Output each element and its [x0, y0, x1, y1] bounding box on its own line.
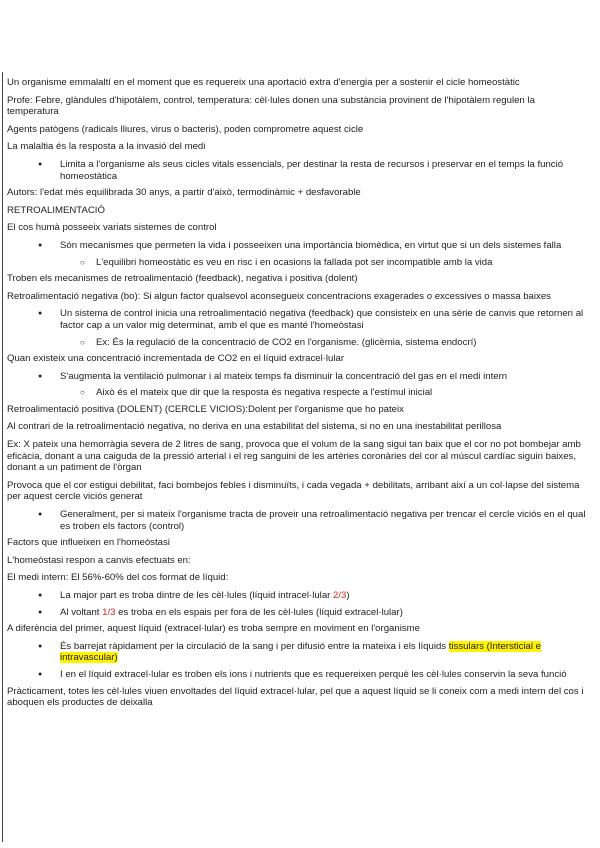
paragraph: Un organisme emmalaltí en el moment que es requereix una aportació extra d'energia per a sostenir el cicle homeostàtic [7, 77, 520, 88]
paragraph: La malaltia és la resposta a la invasió del medi [7, 141, 206, 153]
paragraph: Pràcticament, totes les cèl·lules viuen envoltades del líquid extracel·lular, pel que a aquest líquid se li coneix com a medi intern del cos i aboquen els productes de deixalla [7, 685, 584, 709]
sub-bullet-item: ○ L'equilibri homeostàtic es veu en risc i en ocasions la fallada pot ser incompatible amb la vida [96, 257, 589, 269]
paragraph: L'homeòstasi respon a canvis efectuats en: [7, 554, 191, 566]
paragraph: Retroalimentació positiva (DOLENT) (CERCLE VICIOS):Dolent per l'organisme que ho pateix [7, 403, 404, 415]
bullet-item [60, 641, 589, 664]
paragraph: Profe: Febre, glàndules d'hipotàlem, control, temperatura: cèl·lules donen una substància provinent de l'hipotàlem regulen la temperatura [7, 94, 535, 118]
bullet-item [60, 590, 589, 602]
text-run: ) [346, 590, 350, 601]
bullet-item: ● Són mecanismes que permeten la vida i posseeixen una importància biomèdica, en virtut que si un dels sistemes falla [60, 240, 589, 252]
paragraph: Al contrari de la retroalimentació negativa, no deriva en una estabilitat del sistema, si no en una inestabilitat perillosa [7, 421, 502, 433]
highlighted-text: tissulars (Intersticial e intravascular) [60, 640, 541, 664]
text-run: És barrejat ràpidament per la circulació de la sang i per difusió entre la mateixa i els líquids [60, 640, 449, 652]
bullet-item: ● Un sistema de control inicia una retroalimentació negativa (feedback) que consisteix en una sèrie de canvis que retornen al factor cap a un valor mig determinat, amb el que es manté l'homeòstasi [60, 308, 589, 331]
bullet-item: ● Limita a l'organisme als seus cicles vitals essencials, per destinar la resta de recursos i preservar en el temps la funció homeostàtica [60, 159, 589, 182]
bullet-item: ● I en el líquid extracel·lular es troben els ions i nutrients que es requereixen perquè les cèl·lules conservin la seva funció [60, 669, 589, 681]
bullet-item [60, 607, 589, 619]
paragraph: Autors: l'edat més equilibrada 30 anys, a partir d'això, termodinàmic + desfavorable [7, 187, 361, 199]
paragraph: Factors que influeixen en l'homeòstasi [7, 537, 170, 549]
text-run: es troba en els espais per fora de les cèl·lules (líquid extracel·lular) [115, 606, 403, 618]
text-run: La major part es troba dintre de les cèl·lules (líquid intracel·lular [60, 590, 334, 601]
margin-line [2, 72, 3, 842]
notes-body [7, 77, 589, 715]
paragraph: Quan existeix una concentració incrementada de CO2 en el líquid extracel·lular [7, 353, 345, 365]
text-run: Al voltant [60, 606, 103, 618]
section-heading: RETROALIMENTACIÓ [7, 204, 105, 216]
paragraph: Troben els mecanismes de retroalimentació (feedback), negativa i positiva (dolent) [7, 273, 358, 285]
paragraph: El medi intern: El 56%-60% del cos format de líquid: [7, 572, 229, 584]
red-fraction: 1/3 [102, 606, 116, 618]
paragraph: A diferència del primer, aquest líquid (extracel·lular) es troba sempre en moviment en l'organisme [7, 623, 420, 635]
bullet-item: ● S'augmenta la ventilació pulmonar i al mateix temps fa disminuir la concentració del gas en el medi intern [60, 371, 589, 383]
sub-bullet-item: ○ Ex: És la regulació de la concentració de CO2 en l'organisme. (glicèmia, sistema endocrí) [96, 337, 589, 349]
paragraph: Ex: X pateix una hemorràgia severa de 2 litres de sang, provoca que el volum de la sang sigui tan baix que el cor no pot bombejar amb eficàcia, donant a una caiguda de la pressió arterial i el reg sanguini de les artèries coronàries del cor al múscul cardíac siguin baixes, donant a un patiment de l'òrgan [7, 439, 581, 474]
bullet-item: ● Generalment, per si mateix l'organisme tracta de proveir una retroalimentació negativa per trencar el cercle viciós en el qual es troben els factors (control) [60, 509, 589, 532]
paragraph: Provoca que el cor estigui debilitat, faci bombejos febles i disminuïts, i cada vegada + debilitats, arribant així a un col·lapse del sistema per aquest cercle viciós generat [7, 479, 580, 503]
red-fraction: 2/3 [333, 590, 347, 601]
sub-bullet-item: ○ Això és el mateix que dir que la resposta és negativa respecte a l'estímul inicial [96, 387, 589, 399]
paragraph: Agents patògens (radicals lliures, virus o bacteris), poden comprometre aquest cicle [7, 123, 364, 135]
paragraph: El cos humà posseeix variats sistemes de control [7, 222, 217, 234]
paragraph: Retroalimentació negativa (bo): Si algun factor qualsevol aconsegueix concentracions exagerades o excessives o massa baixes [7, 290, 551, 302]
